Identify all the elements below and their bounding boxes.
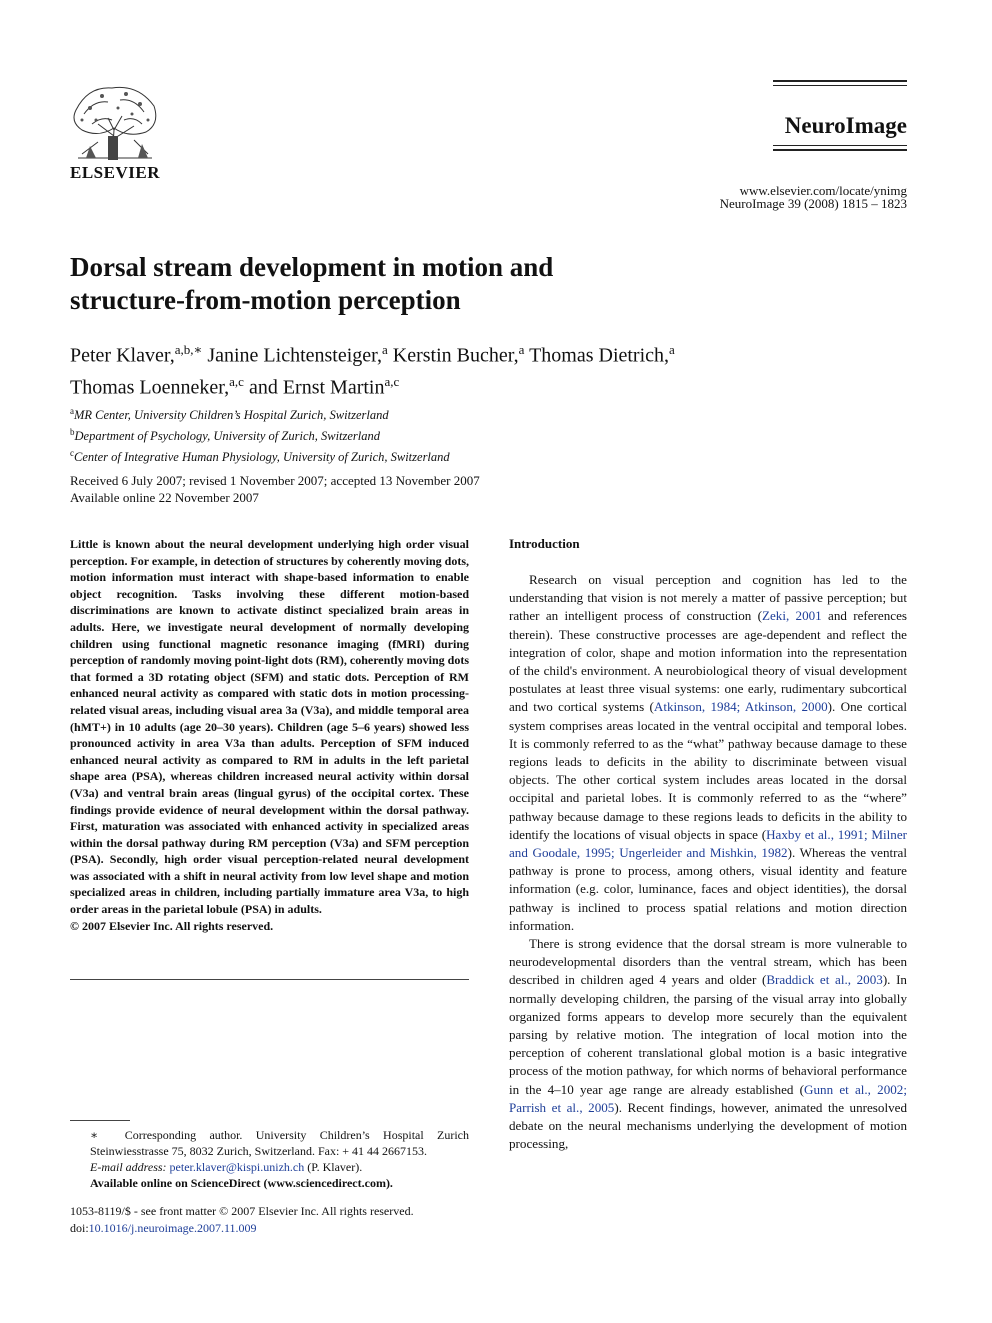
abstract-divider <box>70 979 469 980</box>
article-title <box>70 251 690 317</box>
author-affiliation-mark: a <box>518 342 525 357</box>
header-rule <box>773 80 907 82</box>
abstract-copyright: © 2007 Elsevier Inc. All rights reserved. <box>70 918 274 933</box>
journal-url-link[interactable]: www.elsevier.com/locate/ynimg <box>739 183 907 198</box>
author-affiliation-mark: a,c <box>229 373 244 389</box>
paragraph-text: ). In normally developing children, the parsing of the visual array into globally organized forms appears to develop more securely than the equivalent parsing by relative motion. The integration of local motion into the perception of coherent translational global motion is a basic integrative process of the motion pathway, for which norms of behavioral performance in the 4–10 year age range are already established ( <box>509 972 907 1097</box>
corresponding-author-text: Corresponding author. University Children’s Hospital Zurich Steinwiesstrasse 75, 8032 Zurich, Switzerland. Fax: + 41 44 2667153. <box>90 1128 469 1158</box>
journal-citation: NeuroImage 39 (2008) 1815 – 1823 <box>719 196 907 211</box>
email-link[interactable]: peter.klaver@kispi.unizh.ch <box>169 1160 305 1174</box>
header-rule <box>773 149 907 151</box>
author-list <box>70 337 830 400</box>
issn-line: 1053-8119/$ - see front matter © 2007 Elsevier Inc. All rights reserved. <box>70 1204 414 1218</box>
footnote-divider <box>70 1120 130 1121</box>
email-label: E-mail address: <box>90 1160 167 1174</box>
affiliation-text: Center of Integrative Human Physiology, University of Zurich, Switzerland <box>74 450 450 465</box>
doi-prefix: doi: <box>70 1221 89 1235</box>
author-affiliation-mark: a <box>382 342 388 357</box>
affiliation-mark: c <box>70 448 74 459</box>
author-name: and Ernst Martin <box>248 376 385 399</box>
header-rule <box>773 145 907 146</box>
sciencedirect-note: Available online on ScienceDirect (www.sciencedirect.com). <box>90 1176 393 1190</box>
affiliation <box>70 403 450 424</box>
title-line: structure-from-motion perception <box>70 285 461 315</box>
introduction-body <box>509 571 907 1154</box>
author-name: Thomas Loenneker, <box>70 376 230 399</box>
abstract-text: Little is known about the neural development underlying high order visual perception. For example, in detection of structures by coherently moving dots, motion information must interact with shape-based information to enable object recognition. Tasks involving these different motion-based discriminations are known to activate distinct specialized brain areas in adults. Here, we investigate neural development of normally developing children using functional magnetic resonance imaging (fMRI) during perception of randomly moving point-light dots (RM), coherently moving dots that formed a 3D rotating object (SFM) and static dots. Perception of RM enhanced neural activity as compared with static dots in motion processing-related visual areas, including visual area 3a (V3a), and middle temporal area (hMT+) in 10 adults (age 20–30 years). Children (age 5–6 years) showed less pronounced activity in area V3a than adults. Perception of SFM induced enhanced neural activity as compared to RM in adults in the left parietal shape area (PSA), whereas children increased neural activity within dorsal (V3a) and ventral brain areas (lingual gyrus) of the occipital cortex. These findings provide evidence of neural development within the dorsal pathway. First, maturation was associated with enhanced activity in specialized areas within the dorsal pathway during RM perception (V3a) and SFM perception (PSA). Secondly, high order visual perception-related neural development was associated with a shift in neural activity from low level shape and motion specialized areas in children, including partially immature area V3a, to high order areas in the parietal lobule (PSA) in adults. <box>70 537 469 917</box>
citation-link[interactable]: Zeki, 2001 <box>761 608 822 624</box>
author-name: Kerstin Bucher, <box>392 344 519 367</box>
author-affiliation-mark: a,b,∗ <box>174 342 203 357</box>
available-date: Available online 22 November 2007 <box>70 490 259 505</box>
section-heading: Introduction <box>509 536 580 551</box>
paragraph-text: There is strong evidence that the dorsal stream is more vulnerable to neurodevelopmental disorders than the ventral stream, which has been described in children aged 4 years and older ( <box>509 936 907 988</box>
footnote <box>70 1127 469 1191</box>
paragraph-text: and references therein). These constructive processes are age-dependent and reflect the integration of color, shape and motion information into the representation of the child's environment. A neurobiological theory of visual development postulates at least three visual systems: one early, rudimentary subcortical and two cortical systems ( <box>509 608 907 715</box>
paragraph-text: ). One cortical system comprises areas located in the ventral occipital and temporal lobes. It is commonly referred to as the “what” pathway because damage to these regions leads to deficits in the ability to discriminate between visual objects. The other cortical system includes areas located in the dorsal occipital and parietal lobes. It is commonly referred to as the “where” pathway because damage to these regions leads to deficits in the ability to identify the locations of visual objects in space ( <box>509 699 907 842</box>
doi-line <box>70 1220 414 1237</box>
paragraph-text: Research on visual perception and cognition has led to the understanding that vision is not merely a matter of passive perception; but rather an intelligent process of construction ( <box>509 572 907 624</box>
journal-name: NeuroImage <box>784 113 907 138</box>
abstract <box>70 536 469 934</box>
author-name: Thomas Dietrich, <box>529 344 670 367</box>
author-affiliation-mark: a <box>669 342 675 357</box>
affiliation <box>70 445 450 466</box>
footnote-marker: ∗ <box>90 1128 99 1142</box>
affiliation-list <box>70 403 450 466</box>
affiliation <box>70 424 450 445</box>
publisher-name: ELSEVIER <box>70 163 160 182</box>
affiliation-text: MR Center, University Children’s Hospital Zurich, Switzerland <box>74 408 389 423</box>
affiliation-mark: a <box>70 406 74 416</box>
author-name: Janine Lichtensteiger, <box>207 344 383 367</box>
article-dates <box>70 472 480 506</box>
affiliation-mark: b <box>70 427 75 438</box>
author-name: Peter Klaver, <box>70 344 175 367</box>
affiliation-text: Department of Psychology, University of Zurich, Switzerland <box>74 429 381 444</box>
corresponding-author-note <box>70 1127 469 1159</box>
citation-link[interactable]: Haxby et al., 1991; Milner and Goodale, 1995; Ungerleider and Mishkin, 1982 <box>509 826 907 861</box>
paragraph-text: ). Recent findings, however, animated the unresolved debate on the neural mechanisms underlying the development of motion processing, <box>509 1099 907 1152</box>
doi-link[interactable]: 10.1016/j.neuroimage.2007.11.009 <box>88 1221 257 1235</box>
title-line: Dorsal stream development in motion and <box>70 252 554 282</box>
header-rule <box>773 85 907 86</box>
citation-link[interactable]: Atkinson, 1984; Atkinson, 2000 <box>653 699 828 715</box>
email-line <box>70 1159 469 1175</box>
paragraph-text: ). Whereas the ventral pathway is prone to process, among others, visual identity and feature information (e.g. color, luminance, faces and object identities), the dorsal pathway is inclined to process spatial relations and motion direction information. <box>509 845 907 933</box>
email-suffix: (P. Klaver). <box>304 1160 363 1174</box>
elsevier-tree-logo-icon <box>68 80 162 164</box>
author-affiliation-mark: a,c <box>384 373 400 389</box>
received-date: Received 6 July 2007; revised 1 November 2007; accepted 13 November 2007 <box>70 473 480 488</box>
paragraph <box>509 571 907 935</box>
paragraph <box>509 935 907 1153</box>
citation-link[interactable]: Braddick et al., 2003 <box>766 972 883 988</box>
citation-link[interactable]: Gunn et al., 2002; Parrish et al., 2005 <box>509 1081 907 1115</box>
front-matter <box>70 1203 414 1237</box>
